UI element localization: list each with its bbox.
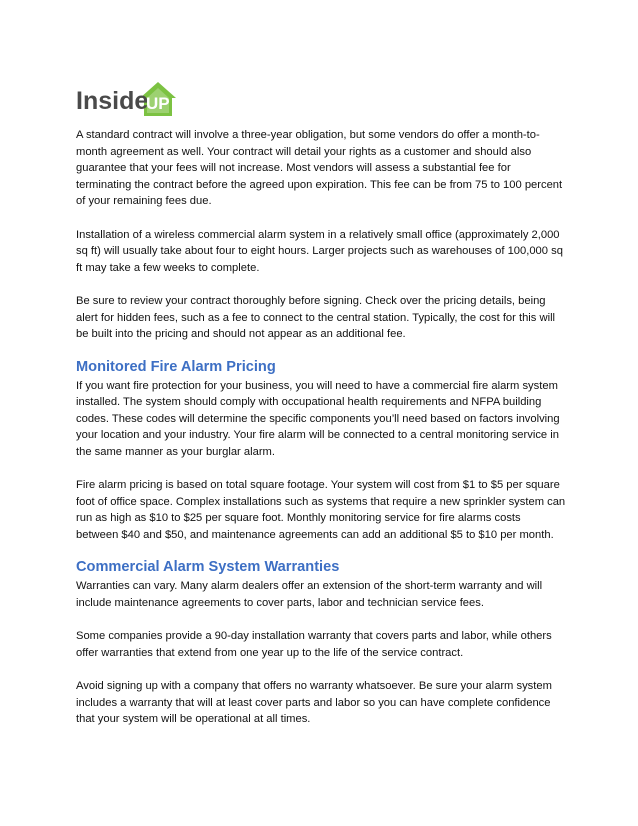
logo-accent: UP: [146, 94, 170, 113]
logo-wordmark: Inside: [76, 87, 149, 115]
paragraph: Installation of a wireless commercial alarm system in a relatively small office (approximately 2,000 sq ft) will usually take about four to eight hours. Larger projects such as warehouses of 100,000 sq ft may take a few weeks to complete.: [76, 228, 563, 274]
paragraph: Fire alarm pricing is based on total square footage. Your system will cost from $1 to $5 per square foot of office space. Complex installations such as systems that require a new sprinkler system can run as high as $10 to $25 per square foot. Monthly monitoring service for fire alarms costs between $40 and $50, and maintenance agreements can add an additional $5 to $10 per month.: [76, 479, 566, 541]
paragraph: Some companies provide a 90-day installation warranty that covers parts and labor, while others offer warranties that extend from one year up to the life of the service contract.: [76, 630, 552, 659]
document-body: [76, 127, 566, 745]
paragraph: If you want fire protection for your business, you will need to have a commercial fire alarm system installed. The system should comply with occupational health requirements and NFPA building codes. These codes will determine the specific components you’ll need based on factors involving your location and your industry. Your fire alarm will be connected to a central monitoring service in the same manner as your burglar alarm.: [76, 379, 560, 458]
insideup-logo: [76, 76, 196, 122]
section-heading: Commercial Alarm System Warranties: [76, 559, 340, 575]
paragraph: Warranties can vary. Many alarm dealers offer an extension of the short-term warranty and will include maintenance agreements to cover parts, labor and technician service fees.: [76, 580, 543, 609]
paragraph: Be sure to review your contract thoroughly before signing. Check over the pricing details, being alert for hidden fees, such as a fee to connect to the central station. Typically, the cost for this will be built into the pricing and should not appear as an additional fee.: [76, 295, 556, 340]
section-heading: Monitored Fire Alarm Pricing: [76, 358, 276, 375]
paragraph: A standard contract will involve a three-year obligation, but some vendors do offer a month-to-month agreement as well. Your contract will detail your rights as a customer and should also guarantee that your fees will not increase. Most vendors will assess a substantial fee for terminating the contract before the agreed upon expiration. This fee can be from 75 to 100 percent of your remaining fees due.: [76, 129, 563, 207]
insideup-logo-icon: [76, 76, 196, 122]
paragraph: Avoid signing up with a company that offers no warranty whatsoever. Be sure your alarm system includes a warranty that will at least cover parts and labor so you can have complete confidence that your system will be operational at all times.: [76, 680, 552, 725]
